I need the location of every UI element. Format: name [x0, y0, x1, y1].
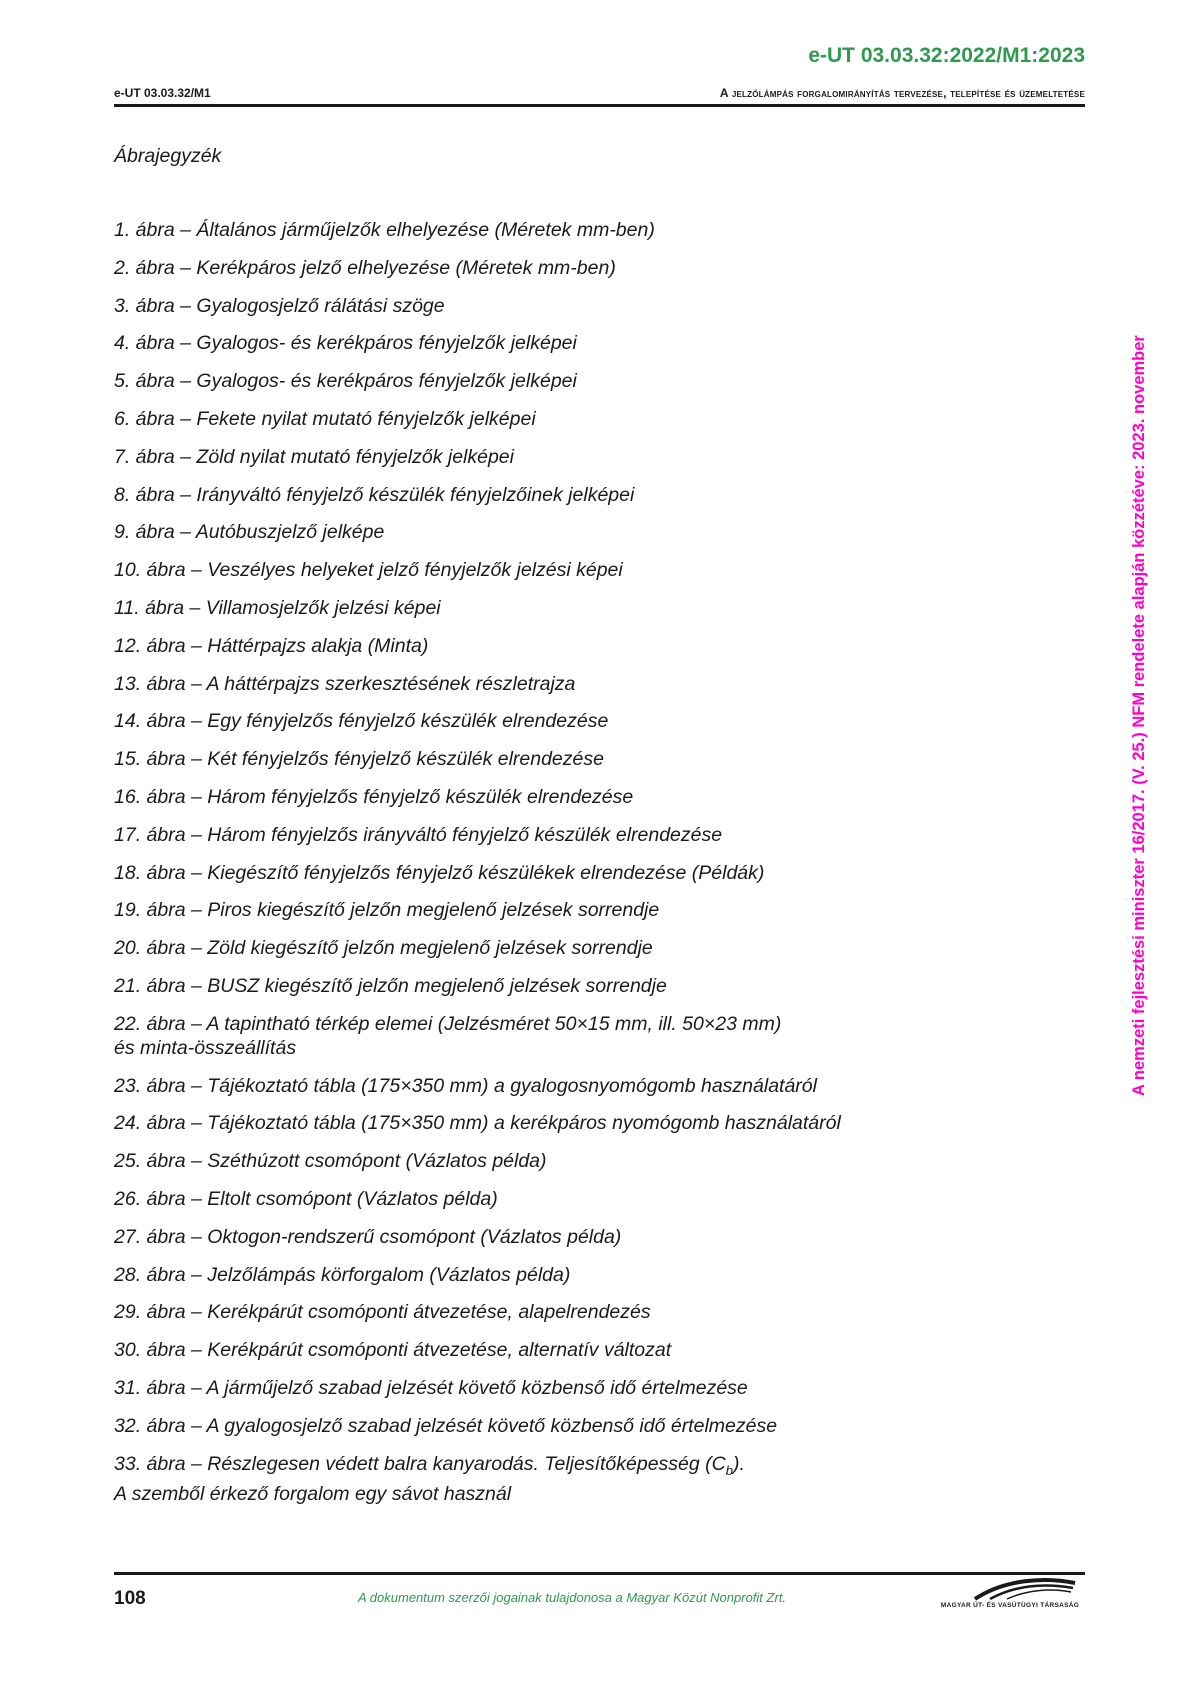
figure-list-item	[114, 1414, 841, 1438]
figure-separator: –	[174, 521, 196, 544]
figure-separator: –	[185, 1452, 208, 1475]
figure-title-suffix: ).	[732, 1452, 745, 1475]
figure-title: Zöld nyilat mutató fényjelzők jelképei	[196, 445, 514, 468]
figure-separator: –	[185, 823, 208, 846]
header-right: A jelzőlámpás forgalomirányítás tervezése, telepítése és üzemeltetése	[719, 86, 1085, 100]
figure-list-item	[114, 256, 841, 280]
figure-list-item	[114, 1225, 841, 1249]
figure-list-item	[114, 520, 841, 544]
figure-separator: –	[185, 1112, 208, 1135]
figure-separator: –	[185, 559, 208, 582]
figure-separator: –	[174, 256, 197, 279]
figure-separator: –	[185, 785, 208, 808]
figure-list-item	[114, 1338, 841, 1362]
figure-number: 12. ábra	[114, 634, 186, 657]
figure-title: A járműjelző szabad jelzését követő közbenső idő értelmezése	[206, 1376, 748, 1399]
figure-title: Villamosjelzők jelzési képei	[205, 596, 441, 619]
figure-number: 10. ábra	[114, 559, 186, 582]
figure-separator: –	[185, 1339, 208, 1362]
figure-separator: –	[174, 445, 197, 468]
figure-list-item	[114, 672, 841, 696]
figure-list-item	[114, 898, 841, 922]
figure-separator: –	[185, 748, 208, 771]
figure-title: BUSZ kiegészítő jelzőn megjelenő jelzések sorrendje	[207, 974, 667, 997]
figure-list-item	[114, 1012, 841, 1060]
figure-list-item	[114, 785, 841, 809]
figure-separator: –	[185, 1376, 207, 1399]
figure-title: Három fényjelzős fényjelző készülék elrendezése	[207, 785, 634, 808]
figure-title: Oktogon-rendszerű csomópont (Vázlatos példa)	[207, 1225, 622, 1248]
figure-number: 14. ábra	[114, 710, 186, 733]
figure-separator: –	[185, 1414, 207, 1437]
figure-title: Kerékpáros jelző elhelyezése (Méretek mm-ben)	[196, 256, 616, 279]
figure-separator: –	[174, 483, 197, 506]
figure-list-item	[114, 1074, 841, 1098]
figure-title: Gyalogosjelző rálátási szöge	[196, 294, 445, 317]
figure-title: Tájékoztató tábla (175×350 mm) a kerékpáros nyomógomb használatáról	[207, 1112, 841, 1135]
figure-list-item	[114, 483, 841, 507]
figure-number: 33. ábra	[114, 1452, 186, 1475]
figure-title: A gyalogosjelző szabad jelzését követő közbenső idő értelmezése	[206, 1414, 778, 1437]
figure-separator: –	[185, 710, 208, 733]
figure-title: Eltolt csomópont (Vázlatos példa)	[207, 1187, 498, 1210]
figure-number: 16. ábra	[114, 785, 186, 808]
figure-separator: –	[174, 407, 197, 430]
figure-list-item	[114, 709, 841, 733]
figure-title: Fekete nyilat mutató fényjelzők jelképei	[196, 407, 536, 430]
figure-number: 17. ábra	[114, 823, 186, 846]
figure-list-item	[114, 1452, 841, 1507]
figure-title: Gyalogos- és kerékpáros fényjelzők jelképei	[196, 370, 577, 393]
figure-separator: –	[185, 1263, 208, 1286]
figure-title: Kerékpárút csomóponti átvezetése, alapelrendezés	[207, 1301, 651, 1324]
figure-list-item	[114, 1263, 841, 1287]
figure-title-subscript: b	[725, 1462, 733, 1478]
figure-title: A háttérpajzs szerkesztésének részletrajza	[206, 672, 576, 695]
publication-note: A nemzeti fejlesztési miniszter 16/2017. (V. 25.) NFM rendelete alapján közzétéve: 2023. november	[1130, 335, 1148, 1096]
figure-number: 4. ábra	[114, 332, 175, 355]
figure-list-item	[114, 445, 841, 469]
figure-separator: –	[185, 1301, 208, 1324]
figure-number: 23. ábra	[114, 1074, 186, 1097]
figure-list-item	[114, 558, 841, 582]
figure-number: 26. ábra	[114, 1187, 186, 1210]
figure-number: 20. ábra	[114, 937, 186, 960]
figure-number: 19. ábra	[114, 899, 186, 922]
figure-number: 31. ábra	[114, 1376, 186, 1399]
figure-list-item	[114, 936, 841, 960]
figure-title-continuation: és minta-összeállítás	[114, 1036, 297, 1059]
figure-title-continuation: A szemből érkező forgalom egy sávot használ	[114, 1483, 512, 1506]
figure-list	[114, 218, 841, 1520]
figure-title: Kiegészítő fényjelzős fényjelző készülékek elrendezése (Példák)	[207, 861, 765, 884]
figure-number: 22. ábra	[114, 1012, 186, 1035]
figure-title: Irányváltó fényjelző készülék fényjelzőinek jelképei	[196, 483, 635, 506]
figure-title: Piros kiegészítő jelzőn megjelenő jelzések sorrendje	[207, 899, 660, 922]
figure-list-item	[114, 1111, 841, 1135]
figure-separator: –	[185, 861, 208, 884]
figure-number: 11. ábra	[114, 596, 185, 619]
figure-list-item	[114, 331, 841, 355]
figure-title: Két fényjelzős fényjelző készülék elrendezése	[207, 748, 604, 771]
figure-separator: –	[174, 370, 197, 393]
page-title: Ábrajegyzék	[114, 145, 222, 167]
figure-title: Általános járműjelzők elhelyezése (Méretek mm-ben)	[196, 219, 655, 241]
figure-separator: –	[185, 937, 208, 960]
page-number: 108	[114, 1588, 146, 1609]
copyright-notice: A dokumentum szerzői jogainak tulajdonosa a Magyar Közút Nonprofit Zrt.	[358, 1590, 787, 1605]
figure-number: 32. ábra	[114, 1414, 186, 1437]
figure-separator: –	[184, 596, 206, 619]
figure-number: 1. ábra	[114, 219, 175, 241]
figure-separator: –	[185, 1012, 207, 1035]
figure-number: 6. ábra	[114, 407, 175, 430]
figure-separator: –	[185, 974, 208, 997]
figure-number: 13. ábra	[114, 672, 186, 695]
figure-separator: –	[174, 294, 197, 317]
figure-title: Három fényjelzős irányváltó fényjelző készülék elrendezése	[207, 823, 723, 846]
figure-number: 5. ábra	[114, 370, 175, 393]
figure-list-item	[114, 861, 841, 885]
logo-text: MAGYAR ÚT- ÉS VASÚTÜGYI TÁRSASÁG	[940, 1602, 1080, 1609]
figure-separator: –	[185, 1074, 208, 1097]
figure-list-item	[114, 596, 841, 620]
figure-list-item	[114, 369, 841, 393]
figure-separator: –	[174, 219, 197, 241]
figure-list-item	[114, 974, 841, 998]
road-logo-icon	[935, 1575, 1085, 1601]
figure-number: 21. ábra	[114, 974, 186, 997]
figure-title: Kerékpárút csomóponti átvezetése, alternatív változat	[207, 1339, 672, 1362]
figure-title: A tapintható térkép elemei (Jelzésméret 50×15 mm, ill. 50×23 mm)	[206, 1012, 782, 1035]
figure-number: 9. ábra	[114, 521, 175, 544]
figure-number: 28. ábra	[114, 1263, 186, 1286]
document-code: e-UT 03.03.32:2022/M1:2023	[808, 44, 1085, 67]
figure-number: 29. ábra	[114, 1301, 186, 1324]
publisher-logo	[935, 1575, 1085, 1609]
figure-number: 7. ábra	[114, 445, 175, 468]
figure-number: 8. ábra	[114, 483, 175, 506]
figure-title: Egy fényjelzős fényjelző készülék elrendezése	[207, 710, 609, 733]
figure-title: Széthúzott csomópont (Vázlatos példa)	[207, 1150, 547, 1173]
figure-list-item	[114, 823, 841, 847]
figure-list-item	[114, 1376, 841, 1400]
figure-list-item	[114, 1300, 841, 1324]
figure-number: 27. ábra	[114, 1225, 186, 1248]
running-header	[114, 84, 1085, 107]
figure-separator: –	[174, 332, 197, 355]
figure-title: Jelzőlámpás körforgalom (Vázlatos példa)	[207, 1263, 571, 1286]
figure-separator: –	[185, 672, 207, 695]
figure-title: Zöld kiegészítő jelzőn megjelenő jelzések sorrendje	[207, 937, 653, 960]
figure-number: 2. ábra	[114, 256, 175, 279]
figure-number: 18. ábra	[114, 861, 186, 884]
figure-number: 25. ábra	[114, 1150, 186, 1173]
figure-title: Autóbuszjelző jelképe	[195, 521, 385, 544]
figure-title: Tájékoztató tábla (175×350 mm) a gyalogosnyomógomb használatáról	[207, 1074, 817, 1097]
figure-title: Részlegesen védett balra kanyarodás. Teljesítőképesség (C	[207, 1452, 726, 1475]
figure-number: 24. ábra	[114, 1112, 186, 1135]
figure-list-item	[114, 747, 841, 771]
figure-separator: –	[185, 1187, 208, 1210]
figure-title: Veszélyes helyeket jelző fényjelzők jelzési képei	[207, 559, 623, 582]
figure-list-item	[114, 1149, 841, 1173]
figure-separator: –	[185, 899, 208, 922]
figure-list-item	[114, 294, 841, 318]
figure-title: Gyalogos- és kerékpáros fényjelzők jelképei	[196, 332, 577, 355]
figure-separator: –	[185, 1150, 208, 1173]
figure-list-item	[114, 218, 841, 242]
figure-list-item	[114, 407, 841, 431]
figure-separator: –	[185, 634, 208, 657]
figure-title: Háttérpajzs alakja (Minta)	[207, 634, 429, 657]
figure-number: 3. ábra	[114, 294, 175, 317]
figure-separator: –	[185, 1225, 208, 1248]
header-left: e-UT 03.03.32/M1	[114, 86, 211, 100]
figure-number: 15. ábra	[114, 748, 186, 771]
figure-list-item	[114, 1187, 841, 1211]
figure-list-item	[114, 634, 841, 658]
figure-number: 30. ábra	[114, 1339, 186, 1362]
